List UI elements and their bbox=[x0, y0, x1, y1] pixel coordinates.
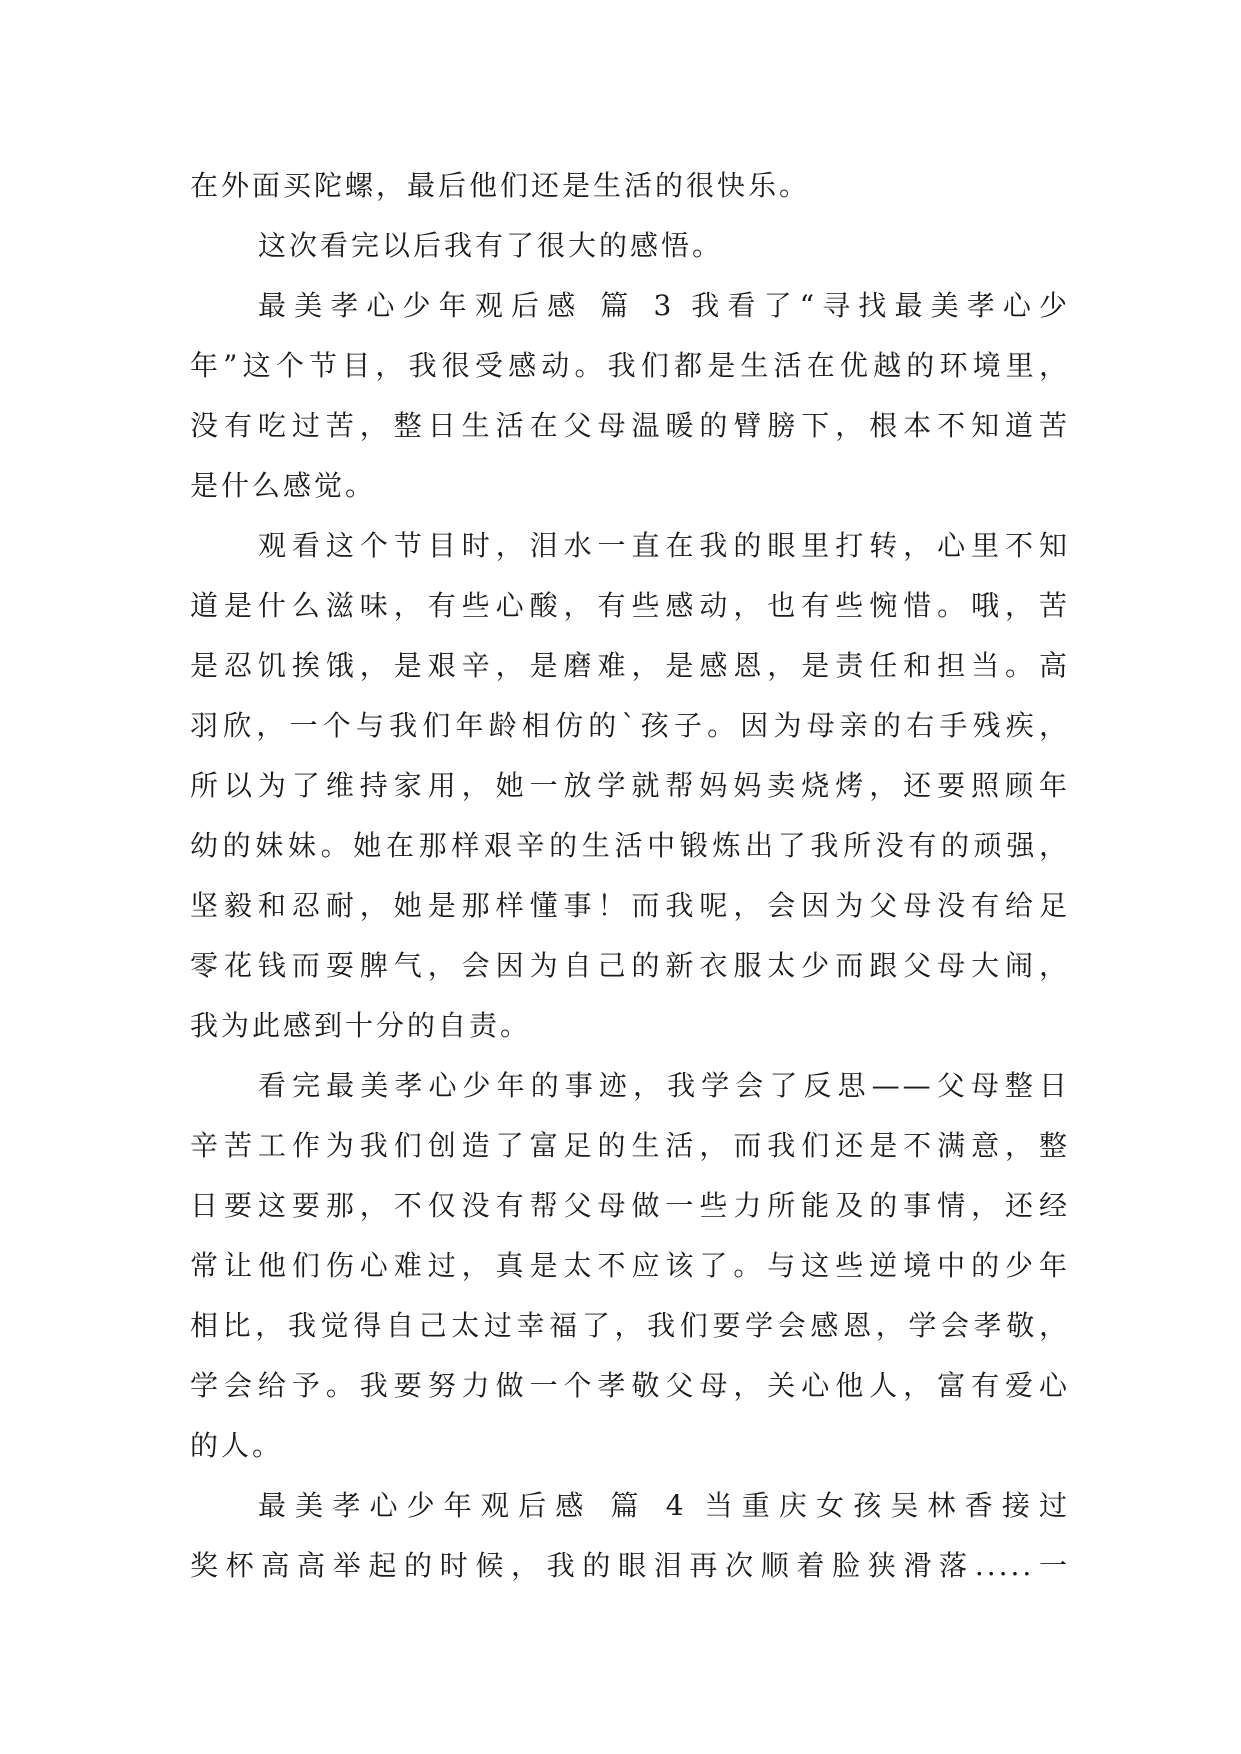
text-line: 相比，我觉得自己太过幸福了，我们要学会感恩，学会孝敬， bbox=[190, 1309, 1070, 1342]
text-line: 所以为了维持家用，她一放学就帮妈妈卖烧烤，还要照顾年 bbox=[190, 769, 1070, 802]
text-line: 幼的妹妹。她在那样艰辛的生活中锻炼出了我所没有的顽强， bbox=[190, 829, 1070, 862]
text-line: 学会给予。我要努力做一个孝敬父母，关心他人，富有爱心 bbox=[190, 1369, 1070, 1402]
paragraph-line: 看完最美孝心少年的事迹，我学会了反思——父母整日 bbox=[258, 1069, 1070, 1102]
text-line: 我为此感到十分的自责。 bbox=[190, 1009, 532, 1042]
text-line: 年”这个节目，我很受感动。我们都是生活在优越的环境里， bbox=[190, 349, 1070, 382]
text-line: 坚毅和忍耐，她是那样懂事！而我呢，会因为父母没有给足 bbox=[190, 889, 1070, 922]
section-heading-line: 最美孝心少年观后感 篇 3 我看了“寻找最美孝心少 bbox=[258, 289, 1070, 322]
text-line: 日要这要那，不仅没有帮父母做一些力所能及的事情，还经 bbox=[190, 1189, 1070, 1222]
text-line: 羽欣，一个与我们年龄相仿的`孩子。因为母亲的右手残疾， bbox=[190, 709, 1070, 742]
text-line: 常让他们伤心难过，真是太不应该了。与这些逆境中的少年 bbox=[190, 1249, 1070, 1282]
section-heading-line: 最美孝心少年观后感 篇 4 当重庆女孩吴林香接过 bbox=[258, 1489, 1070, 1522]
text-line: 是忍饥挨饿，是艰辛，是磨难，是感恩，是责任和担当。高 bbox=[190, 649, 1070, 682]
document-body bbox=[190, 156, 1070, 1596]
text-line: 是什么感觉。 bbox=[190, 469, 377, 502]
paragraph-line: 这次看完以后我有了很大的感悟。 bbox=[258, 229, 724, 262]
text-line: 在外面买陀螺，最后他们还是生活的很快乐。 bbox=[190, 169, 811, 202]
text-line: 辛苦工作为我们创造了富足的生活，而我们还是不满意，整 bbox=[190, 1129, 1070, 1162]
text-line: 没有吃过苦，整日生活在父母温暖的臂膀下，根本不知道苦 bbox=[190, 409, 1070, 442]
paragraph-line: 观看这个节目时，泪水一直在我的眼里打转，心里不知 bbox=[258, 529, 1070, 562]
text-line: 道是什么滋味，有些心酸，有些感动，也有些惋惜。哦，苦 bbox=[190, 589, 1070, 622]
text-line: 零花钱而耍脾气，会因为自己的新衣服太少而跟父母大闹， bbox=[190, 949, 1070, 982]
text-line: 奖杯高高举起的时候，我的眼泪再次顺着脸狭滑落.....一 bbox=[190, 1549, 1070, 1582]
text-line: 的人。 bbox=[190, 1429, 284, 1462]
